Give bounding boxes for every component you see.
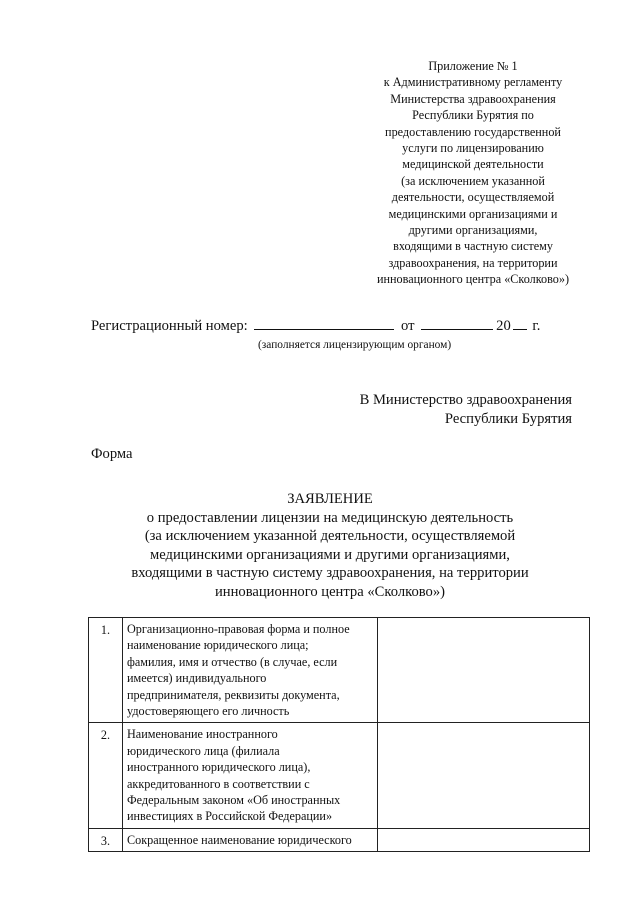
table-row [89, 618, 590, 723]
registration-from: от [401, 318, 415, 334]
row-label [123, 828, 378, 851]
form-label: Форма [91, 446, 133, 462]
annex-line: Министерства здравоохранения [390, 91, 556, 106]
row-label-line: фамилия, имя и отчество (в случае, если [127, 654, 338, 669]
annex-line: медицинской деятельности [402, 157, 544, 172]
row-label-line: Организационно-правовая форма и полное [127, 622, 350, 636]
recipient-line: Республики Бурятия [444, 411, 572, 427]
row-label [123, 618, 378, 723]
annex-line: к Административному регламенту [383, 75, 563, 90]
annex-line: деятельности, осуществляемой [391, 190, 555, 205]
heading-line: о предоставлении лицензии на медицинскую деятельность [146, 509, 514, 526]
row-label-line: Федеральным законом «Об иностранных [127, 793, 341, 808]
row-label-line: Сокращенное наименование юридического [127, 832, 352, 847]
registration-year-prefix: 20 [496, 318, 511, 334]
table-row [89, 723, 590, 828]
row-number: 2. [89, 723, 123, 828]
annex-line: медицинскими организациями и [388, 206, 558, 221]
heading-line: (за исключением указанной деятельности, осуществляемой [144, 528, 516, 545]
registration-year-blank [513, 328, 527, 330]
row-label-line: удостоверяющего его личность [127, 704, 290, 719]
heading-line: медицинскими организациями и другими организациями, [150, 546, 510, 563]
application-table [88, 617, 590, 852]
row-label [123, 723, 378, 828]
registration-label: Регистрационный номер: [91, 318, 248, 334]
heading-line: входящими в частную систему здравоохранения, на территории [131, 565, 529, 582]
row-label-line: аккредитованного в соответствии с [127, 776, 310, 791]
row-label-line: иностранного юридического лица), [127, 760, 311, 775]
document-title: ЗАЯВЛЕНИЕ [287, 491, 373, 507]
recipient-line: В Министерство здравоохранения [359, 392, 572, 408]
row-label-line: Наименование иностранного [127, 727, 278, 742]
annex-line: другими организациями, [408, 223, 538, 238]
annex-line: предоставлению государственной [385, 124, 561, 139]
row-label-line: наименование юридического лица; [127, 638, 309, 653]
annex-line: здравоохранения, на территории [388, 255, 558, 270]
annex-line: Республики Бурятия по [412, 108, 534, 123]
row-value [378, 828, 590, 851]
registration-year-suffix: г. [532, 318, 541, 334]
row-label-line: юридического лица (филиала [127, 743, 280, 758]
row-label-line: инвестициях в Российской Федерации» [127, 809, 333, 824]
heading-line: инновационного центра «Сколково») [214, 583, 446, 600]
registration-date-blank [421, 328, 493, 330]
recipient-block [360, 391, 572, 429]
table-row [89, 828, 590, 851]
annex-line: услуги по лицензированию [402, 141, 544, 156]
row-number: 3. [89, 828, 123, 851]
document-heading [110, 490, 550, 602]
row-value [378, 618, 590, 723]
row-label-line: предпринимателя, реквизиты документа, [127, 687, 340, 702]
row-number: 1. [89, 618, 123, 723]
annex-line: Приложение № 1 [428, 59, 518, 73]
annex-line: инновационного центра «Сколково») [376, 272, 570, 287]
registration-line [91, 318, 540, 335]
registration-note: (заполняется лицензирующим органом) [258, 339, 452, 351]
annex-note [360, 58, 586, 288]
registration-number-blank [254, 328, 394, 330]
annex-line: (за исключением указанной [401, 173, 545, 188]
annex-line: входящими в частную систему [393, 239, 553, 254]
row-label-line: имеется) индивидуального [127, 671, 267, 686]
row-value [378, 723, 590, 828]
